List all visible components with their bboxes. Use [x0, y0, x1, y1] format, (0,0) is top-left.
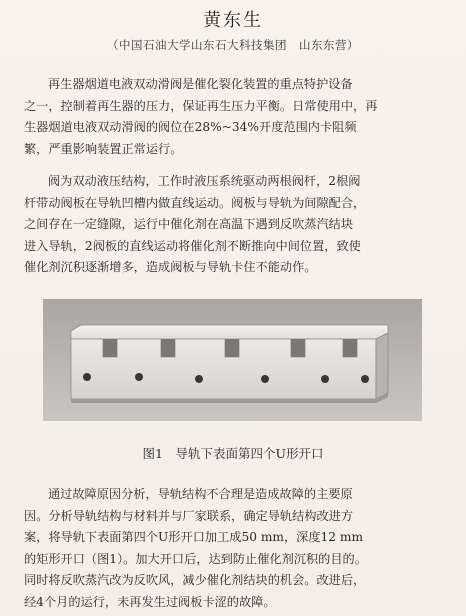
- paragraph-2: [24, 171, 446, 279]
- paragraph-1: [24, 74, 446, 160]
- paragraph-line: 进入导轨，2阀板的直线运动将催化剂不断推向中间位置，致使: [24, 238, 361, 253]
- paragraph-line: 通过故障原因分析，导轨结构不合理是造成故障的主要原: [48, 487, 353, 501]
- paragraph-line: 杆带动阀板在导轨凹槽内做直线运动。阀板与导轨为间隙配合，: [24, 195, 366, 210]
- author-name: 黄东生: [203, 10, 263, 31]
- paragraph-line: 因。分析导轨结构与材料并与厂家联系，确定导轨结构改进方: [24, 508, 354, 523]
- paragraph-line: 经4个月的运行，未再发生过阀板卡涩的故障。: [24, 594, 276, 609]
- figure-caption: 图1 导轨下表面第四个U形开口: [142, 446, 324, 461]
- paragraph-line: 案，将导轨下表面第四个U形开口加工成50 mm，深度12 mm: [24, 530, 364, 544]
- paragraph-line: 再生器烟道电液双动滑阀是催化裂化装置的重点特护设备: [48, 77, 353, 91]
- paragraph-line: 阀为双动液压结构，工作时液压系统驱动两根阀杆，2根阀: [48, 174, 361, 188]
- paragraph-line: 之一，控制着再生器的压力，保证再生压力平衡。日常使用中，再: [24, 98, 378, 113]
- paragraph-line: 的矩形开口（图1）。加大开口后，达到防止催化剂沉积的目的。: [24, 551, 367, 566]
- paragraph-line: 同时将反吹蒸汽改为反吹风，减少催化剂结块的机会。改进后，: [24, 573, 366, 587]
- figure-1-rail-photo: [43, 299, 422, 421]
- rail-illustration: [43, 299, 422, 421]
- paragraph-3: [24, 484, 446, 613]
- author-affiliation: （中国石油大学山东石大科技集团 山东东营）: [107, 38, 359, 52]
- paragraph-line: 催化剂沉积逐渐增多，造成阀板与导轨卡住不能动作。: [24, 260, 317, 274]
- paragraph-line: 之间存在一定缝隙，运行中催化剂在高温下遇到反吹蒸汽结块: [24, 217, 354, 231]
- paragraph-line: 繁，严重影响装置正常运行。: [24, 141, 183, 156]
- paragraph-line: 生器烟道电液双动滑阀的阀位在28%~34%开度范围内卡阻频: [24, 120, 357, 134]
